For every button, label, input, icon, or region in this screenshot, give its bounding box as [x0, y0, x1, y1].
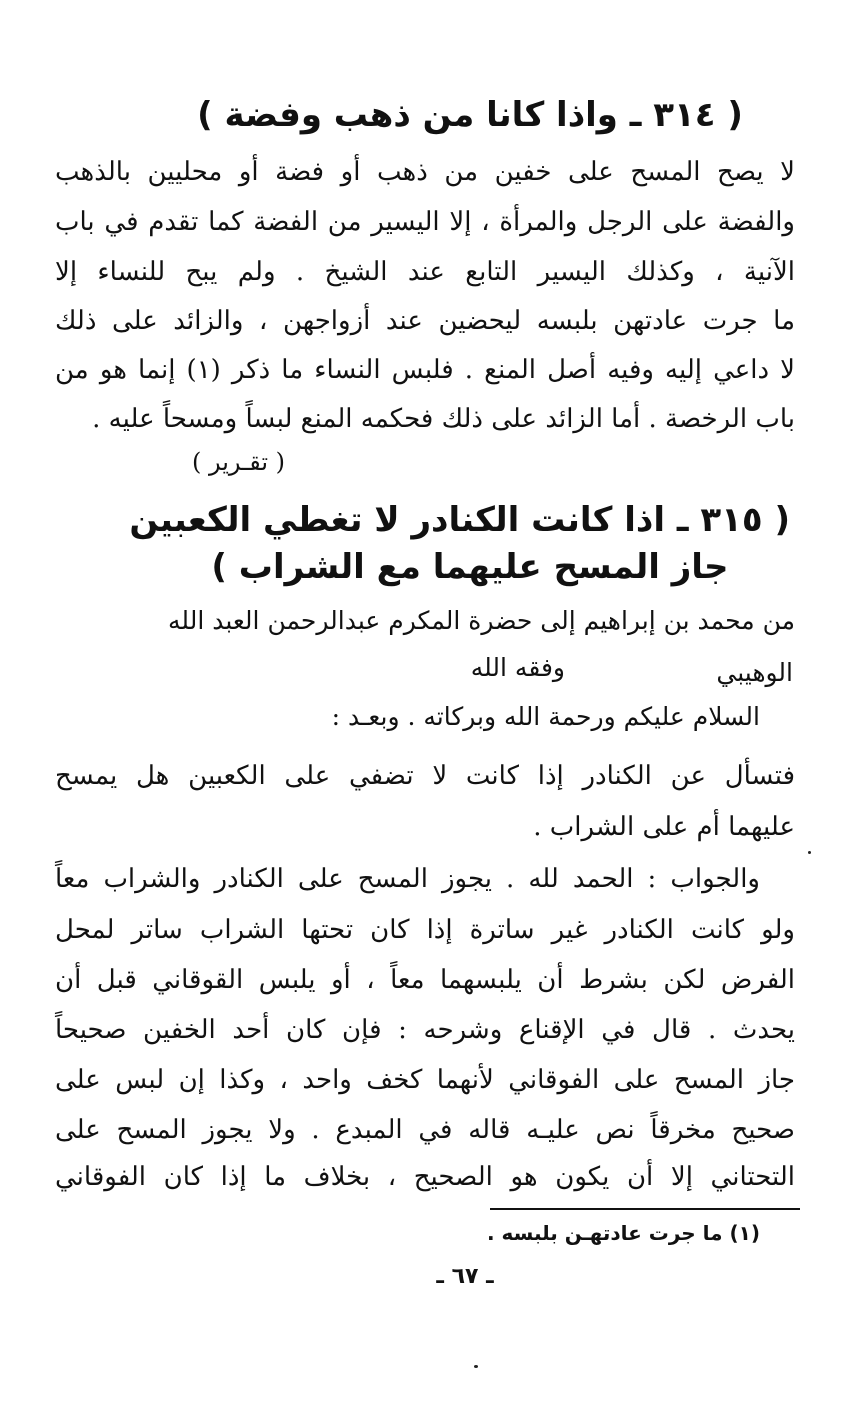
letter-blessing: وفقه الله [470, 653, 565, 682]
answer-line-6: صحيح مخرقاً نص عليـه قاله في المبدع . ولا يجوز المسح على [55, 1115, 795, 1145]
answer-line-4: يحدث . قال في الإقناع وشرحه : فإن كان أحد الخفين صحيحاً [55, 1015, 795, 1045]
page-number: ـ ٦٧ ـ [436, 1264, 494, 1289]
scan-speck [808, 851, 811, 854]
answer-line-5: جاز المسح على الفوقاني لأنهما كخف واحد ، وكذا إن لبس على [55, 1065, 795, 1095]
question-line-1: فتسأل عن الكنادر إذا كانت لا تضفي على الكعبين هل يمسح [55, 761, 795, 791]
section-314-line-4: ما جرت عادتهن بلبسه ليحضين عند أزواجهن ، والزائد على ذلك [55, 306, 795, 336]
answer-line-3: الفرض لكن بشرط أن يلبسهما معاً ، أو يلبس القوقاني قبل أن [55, 965, 795, 995]
letter-recipient: الوهيبي [716, 658, 793, 687]
answer-line-1: والجواب : الحمد لله . يجوز المسح على الكنادر والشراب معاً [55, 864, 760, 894]
answer-line-7: التحتاني إلا أن يكون هو الصحيح ، بخلاف ما إذا كان الفوقاني [55, 1162, 795, 1192]
footnote-divider [490, 1208, 800, 1210]
section-314-line-3: الآنية ، وكذلك اليسير التابع عند الشيخ . ولم يبح للنساء إلا [55, 257, 795, 287]
section-315-heading-line-1: ( ٣١٥ ـ اذا كانت الكنادر لا تغطي الكعبين [129, 500, 790, 540]
section-314-source: ( تقـرير ) [192, 448, 285, 476]
section-314-line-6: باب الرخصة . أما الزائد على ذلك فحكمه المنع لبساً ومسحاً عليه . [92, 404, 795, 434]
section-314-line-1: لا يصح المسح على خفين من ذهب أو فضة أو محليين بالذهب [55, 157, 795, 187]
section-314-line-2: والفضة على الرجل والمرأة ، إلا اليسير من الفضة كما تقدم في باب [55, 207, 795, 237]
question-line-2: عليهما أم على الشراب . [533, 812, 795, 842]
section-314-heading: ( ٣١٤ ـ واذا كانا من ذهب وفضة ) [197, 95, 743, 135]
scan-speck [474, 1365, 478, 1368]
letter-greeting: السلام عليكم ورحمة الله وبركاته . وبعـد : [331, 702, 760, 731]
section-314-line-5: لا داعي إليه وفيه أصل المنع . فلبس النساء ما ذكر (١) إنما هو من [55, 355, 795, 385]
answer-line-2: ولو كانت الكنادر غير ساترة إذا كان تحتها الشراب ساتر لمحل [55, 915, 795, 945]
section-315-heading-line-2: جاز المسح عليهما مع الشراب ) [211, 547, 729, 587]
letter-from: من محمد بن إبراهيم إلى حضرة المكرم عبدالرحمن العبد الله [168, 606, 795, 635]
footnote: (١) ما جرت عادتهـن بلبسه . [486, 1221, 760, 1245]
